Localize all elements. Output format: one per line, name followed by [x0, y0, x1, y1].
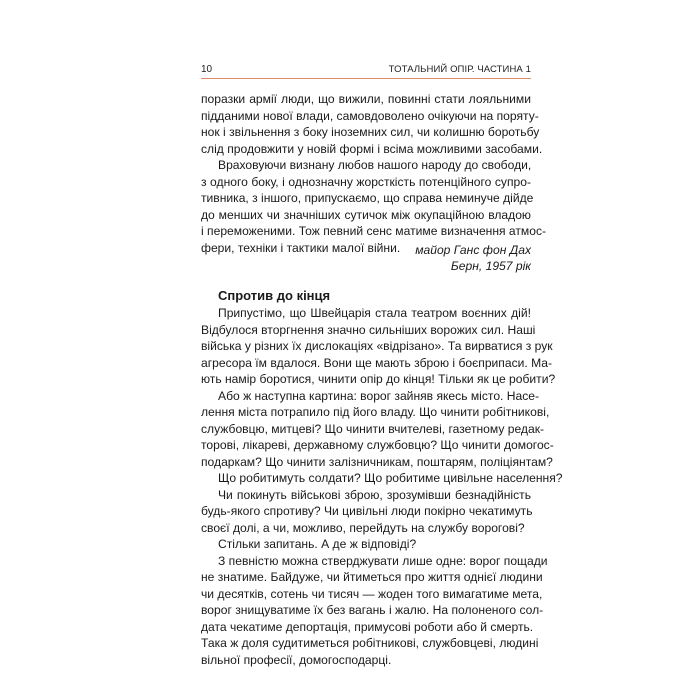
running-title: ТОТАЛЬНИЙ ОПІР. ЧАСТИНА 1 [388, 64, 531, 75]
running-header [201, 64, 531, 78]
signature-author: майор Ганс фон Дах [415, 243, 531, 257]
section-text-line: вільної професії, домогосподарці. [201, 652, 392, 667]
section-text-line: війська у різних їх дислокаціях «відрізано». Та вирватися з рук [201, 339, 553, 353]
section-text-line: Стільки запитань. А де ж відповіді? [218, 537, 417, 551]
intro-text-line: підданими нової влади, самовдоволено очікуючи на поряту- [201, 108, 539, 123]
section-text-line: не знатиме. Байдуже, чи йтиметься про життя однієї людини [201, 570, 543, 584]
header-rule [201, 78, 531, 79]
section-text-line: торові, лікареві, державному службовцю? Що чинити домогос- [201, 438, 554, 452]
section-text-line: службовцю, митцеві? Що чинити вчителеві, газетному редак- [201, 421, 545, 436]
section-text-line: дата чекатиме депортація, примусові роботи або й смерть. [201, 619, 534, 634]
section-text-line: Відбулося вторгнення значно сильніших ворожих сил. Наші [201, 322, 536, 337]
section-text-line: будь-якого спротиву? Чи цивільні люди покірно чекатимуть [201, 504, 533, 518]
section-text-line: Що робитимуть солдати? Що робитиме цивільне населення? [218, 471, 563, 485]
section-text-line: своєї долі, а чи, можливо, перейдуть на службу ворогові? [201, 520, 525, 535]
section-text-line: З певністю можна стверджувати лише одне: ворог пощади [218, 553, 548, 568]
intro-text-line: і переможеними. Тож певний сенс матиме визначення атмос- [201, 224, 547, 238]
intro-text-line: поразки армії люди, що вижили, повинні стати лояльними [201, 92, 531, 106]
section-text-line: ють намір боротися, чинити опір до кінця! Тільки як це робити? [201, 372, 556, 386]
intro-text-line: з одного боку, і однозначну жорсткість потенційного супро- [201, 174, 531, 189]
intro-text-line: тивника, з іншого, припускаємо, що справа неминуче дійде [201, 191, 534, 205]
section-text-line: Припустімо, що Швейцарія стала театром воєнних дій! [218, 306, 531, 320]
intro-text-line: фери, техніки і тактики малої війни. [201, 240, 401, 255]
section-text-line: Або ж наступна картина: ворог зайняв якесь місто. Насе- [218, 388, 540, 403]
section-text-line: подаркам? Що чинити залізничникам, поштарям, поліціянтам? [201, 454, 553, 469]
section-text-line: Така ж доля судитиметься робітникові, службовцеві, людині [201, 636, 539, 650]
section-text-line: чи десятків, сотень чи тисяч — жоден того вимагатиме мета, [201, 586, 543, 601]
section-text-line: ворог знищуватиме їх без вагань і жалю. На полоненого сол- [201, 603, 544, 617]
section-heading: Спротив до кінця [218, 288, 331, 303]
intro-text-line: Враховуючи визнану любов нашого народу до свободи, [218, 158, 532, 172]
signature-place-year: Берн, 1957 рік [450, 259, 531, 273]
section-text-line: Чи покинуть військові зброю, зрозумівши безнадійність [218, 487, 531, 502]
page-number: 10 [201, 64, 213, 75]
section-text-line: агресора їм вдалося. Вони ще мають зброю і боєприпаси. Ма- [201, 355, 553, 370]
intro-text-line: до менших чи значніших сутичок між окупаційною владою [201, 207, 531, 222]
section-text-line: лення міста потрапило під його владу. Що чинити робітникові, [201, 405, 550, 419]
intro-text-line: слід продовжити у новій формі і всіма можливими засобами. [201, 141, 543, 156]
intro-text-line: нок і звільнення з боку іноземних сил, чи колишню боротьбу [201, 125, 540, 139]
